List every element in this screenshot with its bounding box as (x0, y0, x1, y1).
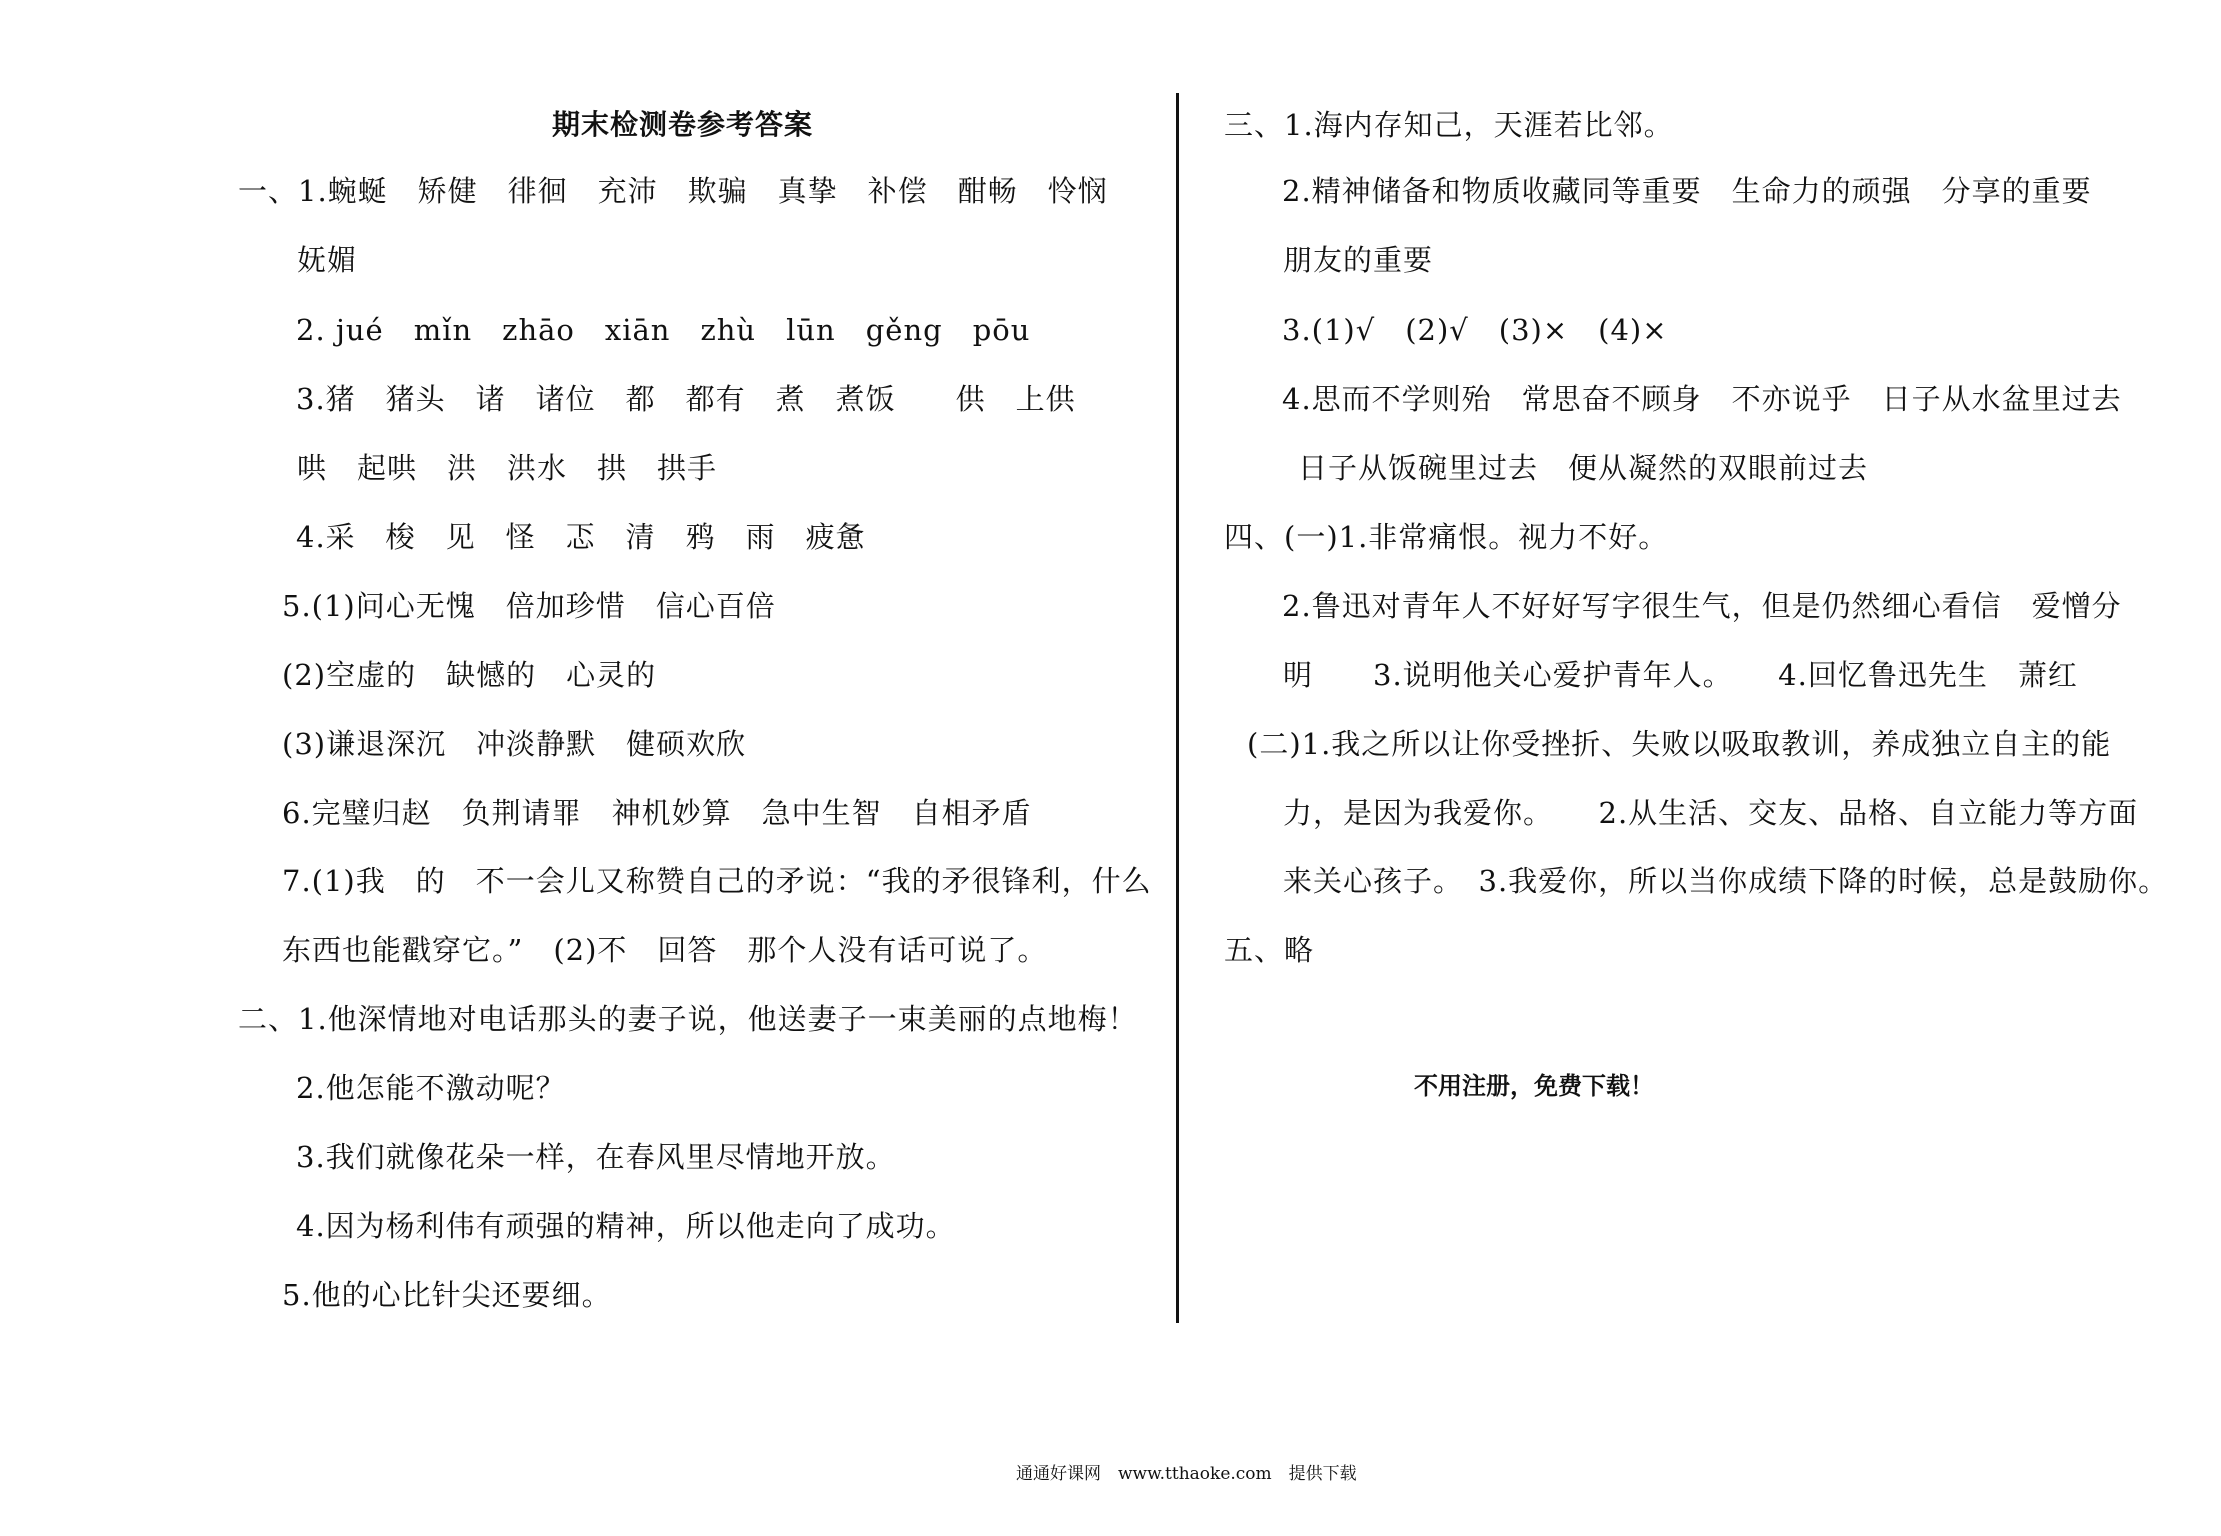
answer-section-1-item-3: 3.猪 猪头 诸 诸位 都 都有 煮 煮饭 供 上供 (296, 382, 1076, 416)
answer-section-3-item-4-cont: 日子从饭碗里过去 便从凝然的双眼前过去 (1298, 451, 1869, 485)
answer-section-1-item-3-cont: 哄 起哄 洪 洪水 拱 拱手 (297, 451, 718, 485)
answer-section-3-item-1: 三、1.海内存知己，天涯若比邻。 (1224, 108, 1674, 142)
answer-section-3-item-3: 3.(1)√ (2)√ (3)× (4)× (1282, 313, 1668, 347)
answer-section-4-part-1-item-1: 四、(一)1.非常痛恨。视力不好。 (1224, 520, 1669, 554)
column-divider (1176, 93, 1179, 1323)
answer-section-2-item-5: 5.他的心比针尖还要细。 (282, 1278, 612, 1312)
answer-section-3-item-2-cont: 朋友的重要 (1283, 243, 1434, 277)
answer-section-1-item-7: 7.(1)我 的 不一会儿又称赞自己的矛说：“我的矛很锋利，什么 (282, 864, 1152, 898)
answer-section-1-item-4: 4.采 梭 见 怪 忑 清 鸦 雨 疲惫 (296, 520, 866, 554)
page-footer: 通通好课网 www.tthaoke.com 提供下载 (1016, 1464, 1357, 1484)
answer-section-3-item-2: 2.精神储备和物质收藏同等重要 生命力的顽强 分享的重要 (1282, 174, 2092, 208)
answer-section-2-item-4: 4.因为杨利伟有顽强的精神，所以他走向了成功。 (296, 1209, 956, 1243)
answer-section-1-item-7-cont: 东西也能戳穿它。” (2)不 回答 那个人没有话可说了。 (282, 933, 1048, 967)
answer-section-1-item-2: 2. jué mǐn zhāo xiān zhù lūn gěng pōu (296, 313, 1031, 347)
answer-section-4-part-2-item-3: 来关心孩子。 3.我爱你，所以当你成绩下降的时候，总是鼓励你。 (1283, 864, 2169, 898)
answer-section-2-item-3: 3.我们就像花朵一样，在春风里尽情地开放。 (296, 1140, 896, 1174)
answer-section-5: 五、略 (1224, 933, 1315, 967)
answer-section-1-item-1: 一、1.蜿蜒 矫健 徘徊 充沛 欺骗 真挚 补偿 酣畅 怜悯 (238, 174, 1108, 208)
answer-section-1-item-5-3: (3)谦退深沉 冲淡静默 健硕欢欣 (282, 727, 747, 761)
answer-section-4-part-2-item-1: (二)1.我之所以让你受挫折、失败以吸取教训，养成独立自主的能 (1247, 727, 2112, 761)
answer-section-4-part-1-item-2: 2.鲁迅对青年人不好好写字很生气，但是仍然细心看信 爱憎分 (1282, 589, 2122, 623)
answer-section-4-part-1-item-2-cont: 明 3.说明他关心爱护青年人。 4.回忆鲁迅先生 萧红 (1283, 658, 2078, 692)
answer-section-3-item-4: 4.思而不学则殆 常思奋不顾身 不亦说乎 日子从水盆里过去 (1282, 382, 2122, 416)
answer-section-1-item-5-2: (2)空虚的 缺憾的 心灵的 (282, 658, 657, 692)
answer-section-4-part-2-item-1-cont: 力，是因为我爱你。 2.从生活、交友、品格、自立能力等方面 (1283, 796, 2139, 830)
answer-section-1-item-5: 5.(1)问心无愧 倍加珍惜 信心百倍 (282, 589, 776, 623)
free-download-note: 不用注册，免费下载！ (1414, 1072, 1654, 1100)
answer-section-2-item-1: 二、1.他深情地对电话那头的妻子说，他送妻子一束美丽的点地梅！ (238, 1002, 1138, 1036)
answer-section-1-item-1-cont: 妩媚 (297, 243, 358, 277)
answer-section-2-item-2: 2.他怎能不激动呢？ (296, 1071, 566, 1105)
page-title: 期末检测卷参考答案 (552, 108, 814, 141)
answer-section-1-item-6: 6.完璧归赵 负荆请罪 神机妙算 急中生智 自相矛盾 (282, 796, 1032, 830)
